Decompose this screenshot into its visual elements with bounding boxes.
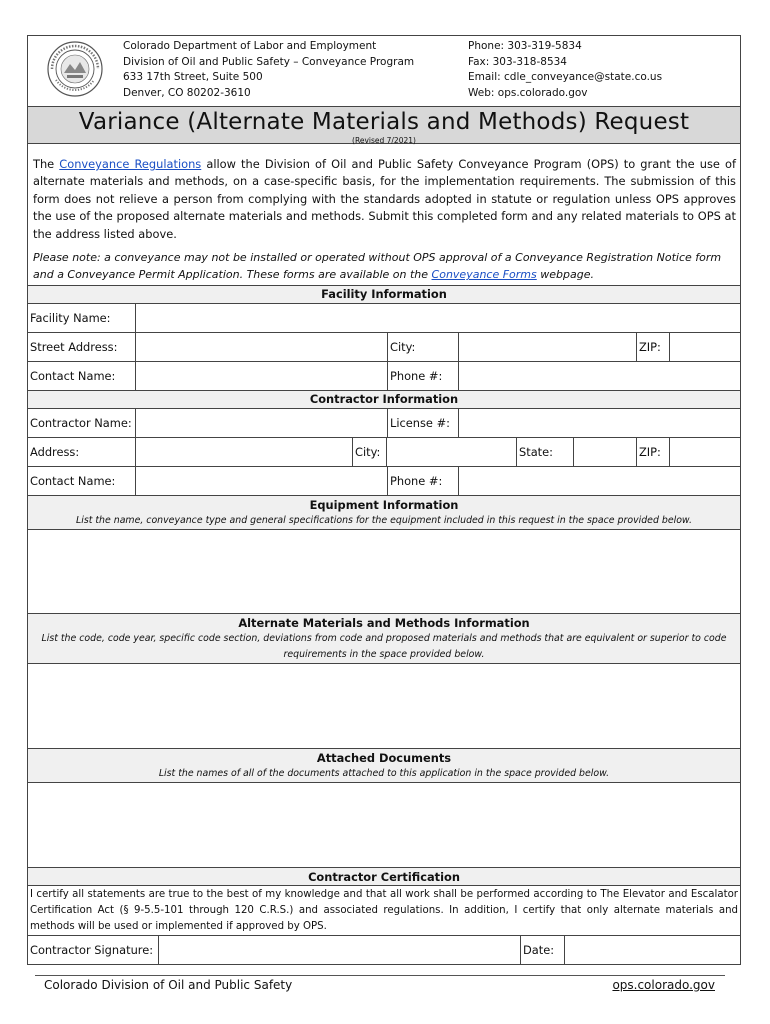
facility-name-label: Facility Name: <box>28 304 136 332</box>
footer-website-link[interactable]: ops.colorado.gov <box>612 978 715 992</box>
signature-field[interactable] <box>159 936 521 964</box>
contractor-city-field[interactable] <box>387 438 517 466</box>
title-bar <box>28 107 740 144</box>
web-line: Web: ops.colorado.gov <box>468 86 588 99</box>
contractor-city-label: City: <box>353 438 387 466</box>
facility-name-row <box>28 304 740 333</box>
agency-address <box>123 39 414 101</box>
variance-request-form <box>27 35 741 965</box>
equipment-instruction: List the name, conveyance type and general specifications for the equipment included in this request in the space provided below. <box>76 515 692 526</box>
contractor-contact-label: Contact Name: <box>28 467 136 495</box>
contractor-address-row <box>28 438 740 467</box>
contractor-address-field[interactable] <box>136 438 353 466</box>
contractor-section-heading: Contractor Information <box>28 391 740 409</box>
contractor-state-label: State: <box>517 438 574 466</box>
contractor-phone-label: Phone #: <box>388 467 459 495</box>
email-line: Email: cdle_conveyance@state.co.us <box>468 71 663 84</box>
contractor-zip-label: ZIP: <box>637 438 670 466</box>
contractor-name-row <box>28 409 740 438</box>
revision-date: (Revised 7/2021) <box>352 136 416 145</box>
colorado-state-seal-icon <box>46 40 104 98</box>
alternate-text-area[interactable] <box>28 664 740 749</box>
contractor-phone-field[interactable] <box>459 467 740 495</box>
contractor-name-field[interactable] <box>136 409 388 437</box>
equipment-section-heading <box>28 496 740 530</box>
contractor-address-label: Address: <box>28 438 136 466</box>
certification-section-heading <box>28 868 740 886</box>
equipment-heading: Equipment Information <box>309 498 459 512</box>
facility-contact-field[interactable] <box>136 362 388 390</box>
alternate-heading: Alternate Materials and Methods Information <box>238 616 530 630</box>
note-body: Please note: a conveyance may not be installed or operated without OPS approval of a Conveyance Registration Notice form and a Conveyance Permit Application. These forms are available on the <box>33 251 722 282</box>
city-state-zip: Denver, CO 80202-3610 <box>123 86 251 99</box>
facility-contact-row <box>28 362 740 391</box>
facility-name-field[interactable] <box>136 304 740 332</box>
fax-line: Fax: 303-318-8534 <box>468 55 567 68</box>
contractor-contact-row <box>28 467 740 496</box>
alternate-instruction: List the code, code year, specific code section, deviations from code and proposed materials and methods that are equivalent or superior to code requirements in the space provided below. <box>41 633 727 660</box>
alternate-section-heading <box>28 614 740 664</box>
facility-city-label: City: <box>388 333 459 361</box>
letterhead <box>28 36 740 107</box>
license-label: License #: <box>388 409 459 437</box>
agency-contact <box>468 39 662 101</box>
conveyance-forms-link[interactable]: Conveyance Forms <box>431 268 537 282</box>
certification-heading: Contractor Certification <box>308 870 460 884</box>
note-paragraph <box>28 249 740 285</box>
facility-street-label: Street Address: <box>28 333 136 361</box>
contractor-contact-field[interactable] <box>136 467 388 495</box>
date-label: Date: <box>521 936 565 964</box>
date-field[interactable] <box>565 936 740 964</box>
footer-agency: Colorado Division of Oil and Public Safety <box>44 978 293 992</box>
street-address: 633 17th Street, Suite 500 <box>123 71 263 84</box>
facility-section-heading: Facility Information <box>28 285 740 304</box>
attached-section-heading <box>28 749 740 783</box>
attached-text-area[interactable] <box>28 783 740 868</box>
page-title: Variance (Alternate Materials and Methods) Request <box>78 109 690 135</box>
page-footer <box>27 975 741 999</box>
facility-city-field[interactable] <box>459 333 637 361</box>
facility-phone-field[interactable] <box>459 362 740 390</box>
intro-prefix: The <box>33 157 60 171</box>
conveyance-regulations-link[interactable]: Conveyance Regulations <box>59 157 202 171</box>
facility-contact-label: Contact Name: <box>28 362 136 390</box>
facility-street-field[interactable] <box>136 333 388 361</box>
contractor-name-label: Contractor Name: <box>28 409 136 437</box>
attached-instruction: List the names of all of the documents attached to this application in the space provided below. <box>158 768 610 779</box>
phone-line: Phone: 303-319-5834 <box>468 40 582 52</box>
contractor-zip-field[interactable] <box>670 438 740 466</box>
certification-statement: I certify all statements are true to the best of my knowledge and that all work shall be performed according to The Elevator and Escalator Certification Act (§ 9-5.5-101 through 120 C.R.S.) and associated regulations. In addition, I certify that only alternate materials and methods will be used or implemented if approved by OPS. <box>28 886 740 936</box>
equipment-text-area[interactable] <box>28 530 740 614</box>
signature-label: Contractor Signature: <box>28 936 159 964</box>
signature-row <box>28 936 740 964</box>
intro-body: allow the Division of Oil and Public Safety Conveyance Program (OPS) to grant the use of alternate materials and methods, on a case-specific basis, for the implementation requirements. The submission of this form does not relieve a person from complying with the standards adopted in statute or regulation unless OPS approves the use of the proposed alternate materials and methods. Submit this completed form and any related materials to OPS at the address listed above. <box>33 157 736 241</box>
division-name: Division of Oil and Public Safety – Conveyance Program <box>123 55 415 68</box>
attached-heading: Attached Documents <box>316 751 452 765</box>
facility-phone-label: Phone #: <box>388 362 459 390</box>
intro-paragraph <box>28 144 740 249</box>
agency-name: Colorado Department of Labor and Employment <box>123 40 377 52</box>
note-suffix: webpage. <box>536 268 594 282</box>
footer-rule <box>35 975 725 976</box>
facility-zip-label: ZIP: <box>637 333 670 361</box>
license-field[interactable] <box>459 409 740 437</box>
facility-address-row <box>28 333 740 362</box>
facility-zip-field[interactable] <box>670 333 740 361</box>
contractor-state-field[interactable] <box>574 438 637 466</box>
